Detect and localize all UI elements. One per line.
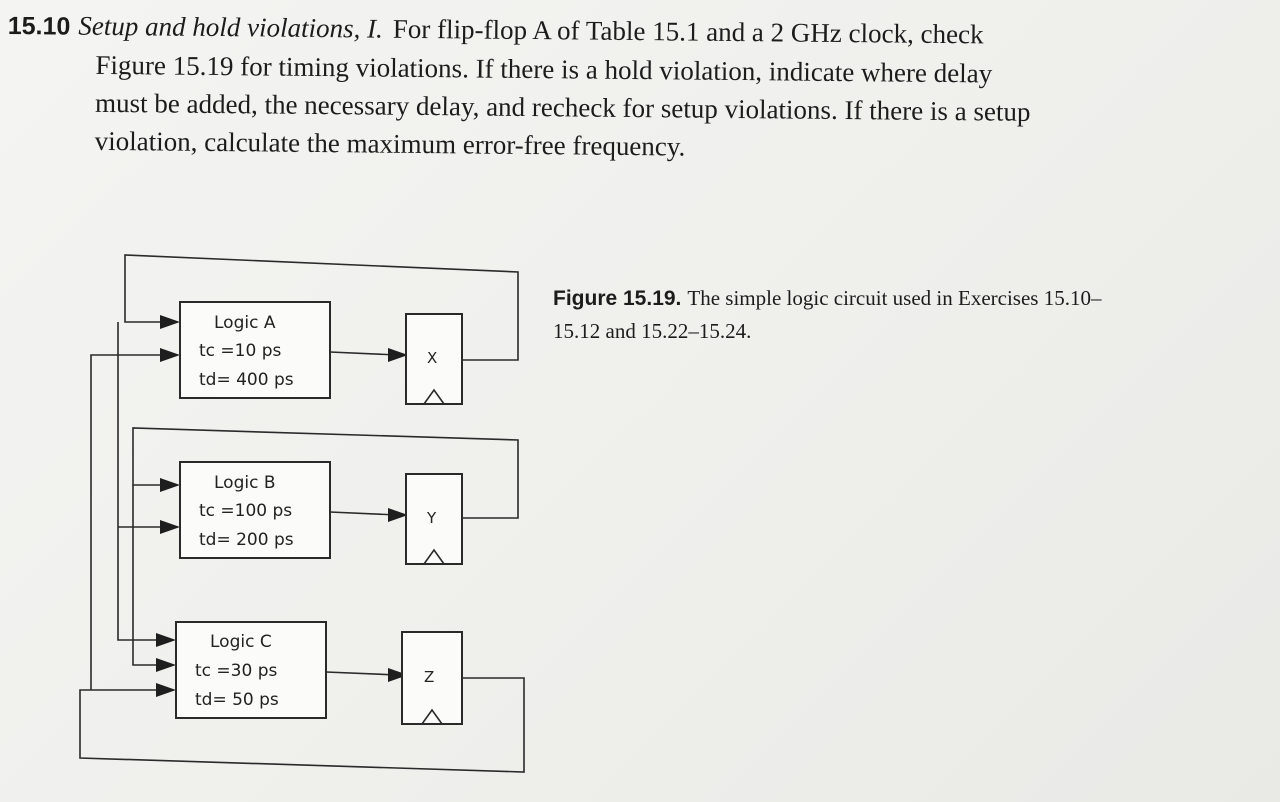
figure-label: Figure 15.19. [553, 287, 682, 310]
logic-b-name: Logic B [214, 473, 276, 493]
logic-a-td: td= 400 ps [199, 370, 294, 390]
flipflop-y-label: Y [427, 509, 437, 527]
figure-caption [553, 282, 1113, 347]
arrow-head [160, 348, 180, 362]
flipflop-z-label: Z [424, 668, 435, 686]
problem-number: 15.10 [7, 11, 71, 41]
arrow-head [160, 315, 180, 329]
logic-block-b [180, 462, 330, 558]
logic-a-name: Logic A [214, 313, 276, 333]
problem-title: Setup and hold violations, I. [78, 10, 383, 44]
problem-text-line: violation, calculate the maximum error-free frequency. [94, 125, 686, 162]
logic-c-name: Logic C [210, 632, 272, 652]
arrow-head [156, 633, 176, 647]
flipflop-x [406, 314, 462, 404]
arrow-head [160, 478, 180, 492]
flipflop-z [402, 632, 462, 724]
problem-text-line: For flip-flop A of Table 15.1 and a 2 GHz clock, check [392, 13, 984, 50]
arrow-head [156, 658, 176, 672]
flipflop-y [406, 474, 462, 564]
wire-a-to-x [330, 352, 398, 355]
figure-caption-text: The simple logic circuit used in Exercises 15.10–15.12 and 15.22–15.24. [553, 286, 1102, 343]
arrow-head [160, 520, 180, 534]
logic-block-a [180, 302, 330, 398]
wire-y-to-c [133, 485, 158, 665]
problem-text-line: Figure 15.19 for timing violations. If there is a hold violation, indicate where delay [95, 49, 993, 89]
flipflop-x-label: X [427, 349, 438, 367]
logic-c-tc: tс =30 ps [195, 661, 278, 681]
wire-c-to-z [326, 672, 398, 675]
wire-b-to-y [330, 512, 398, 515]
logic-b-tc: tс =100 ps [199, 501, 293, 521]
logic-block-c [176, 622, 326, 718]
wire-x-to-b-c [118, 322, 158, 640]
logic-b-td: td= 200 ps [199, 530, 294, 550]
problem-text-line: must be added, the necessary delay, and recheck for setup violations. If there is a setup [94, 87, 1031, 127]
logic-c-td: td= 50 ps [195, 690, 279, 710]
arrow-head [156, 683, 176, 697]
logic-a-tc: tс =10 ps [199, 341, 282, 361]
